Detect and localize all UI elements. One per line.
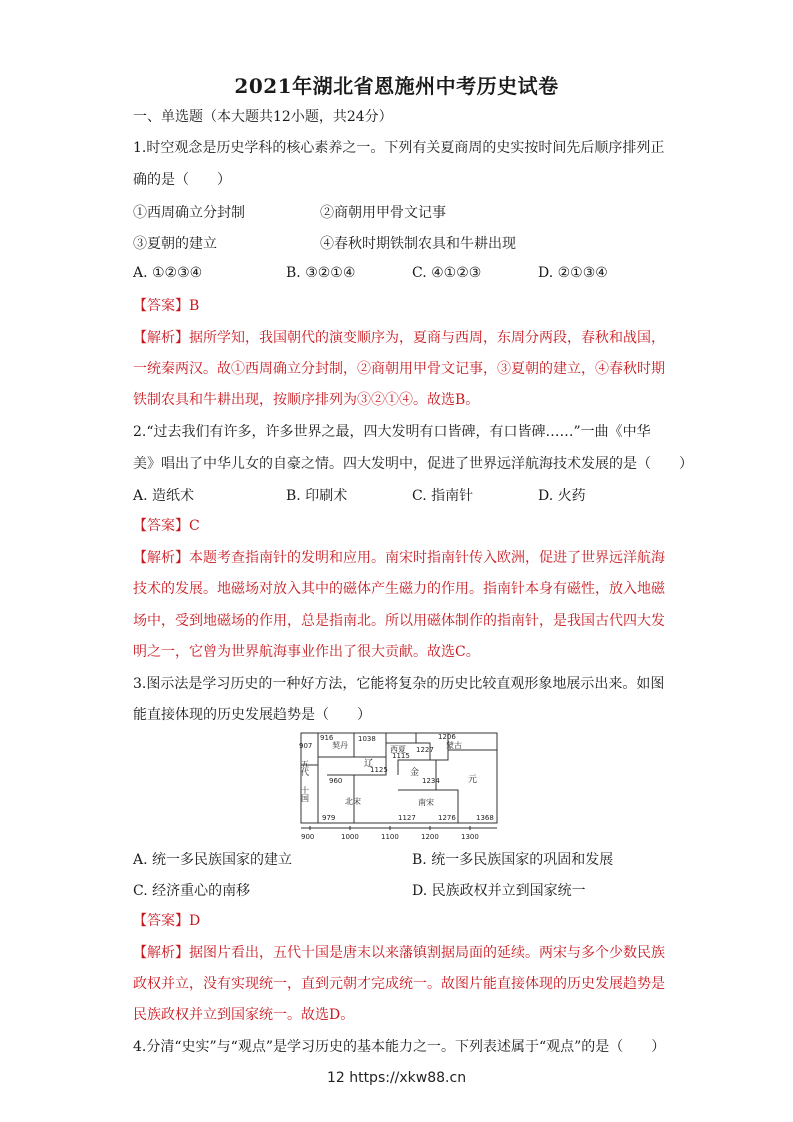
axis-tick-1100: 1100 xyxy=(381,833,399,841)
q2-stem-line-1: 2.“过去我们有许多，许多世界之最，四大发明有口皆碑，有口皆碑……”一曲《中华 xyxy=(133,424,651,440)
q1-analysis-line-1: 【解析】据所学知，我国朝代的演变顺序为，夏商与西周，东周分两段，春秋和战国， xyxy=(133,330,665,346)
dynasty-timeline-figure xyxy=(298,730,504,842)
q3-option-d: D. 民族政权并立到国家统一 xyxy=(412,883,586,899)
q1-item-3: ③夏朝的建立 xyxy=(133,236,217,252)
q1-option-c: C. ④①②③ xyxy=(412,265,482,281)
q2-stem-line-2: 美》唱出了中华儿女的自豪之情。四大发明中，促进了世界远洋航海技术发展的是（ ） xyxy=(133,456,693,472)
page-title: 2021年湖北省恩施州中考历史试卷 xyxy=(234,74,559,98)
map-label-907: 907 xyxy=(299,742,313,750)
q2-option-a: A. 造纸术 xyxy=(133,488,195,504)
map-label-1276: 1276 xyxy=(438,814,456,822)
map-label-1038: 1038 xyxy=(358,735,376,743)
map-label-northern-song: 北宋 xyxy=(345,797,361,806)
q1-analysis-line-2: 一统秦两汉。故①西周确立分封制，②商朝用甲骨文记事，③夏朝的建立，④春秋时期 xyxy=(133,361,665,377)
q3-analysis-line-2: 政权并立，没有实现统一，直到元朝才完成统一。故图片能直接体现的历史发展趋势是 xyxy=(133,976,665,992)
section-heading: 一、单选题（本大题共12小题，共24分） xyxy=(133,109,393,125)
q3-answer: 【答案】D xyxy=(133,913,201,929)
q1-option-d: D. ②①③④ xyxy=(538,265,608,281)
map-label-1206: 1206 xyxy=(438,733,456,741)
page-footer: 12 https://xkw88.cn xyxy=(326,1070,467,1086)
q3-option-c: C. 经济重心的南移 xyxy=(133,883,251,899)
q1-item-1: ①西周确立分封制 xyxy=(133,205,245,221)
q1-analysis-line-3: 铁制农具和牛耕出现，按顺序排列为③②①④。故选B。 xyxy=(133,392,480,408)
q3-option-a: A. 统一多民族国家的建立 xyxy=(133,852,293,868)
q1-item-4: ④春秋时期铁制农具和牛耕出现 xyxy=(320,236,516,252)
map-label-1115: 1115 xyxy=(392,752,410,760)
map-label-960: 960 xyxy=(329,777,343,785)
axis-tick-900: 900 xyxy=(301,833,315,841)
q1-answer: 【答案】B xyxy=(133,298,200,314)
q4-stem-line-1: 4.分清“史实”与“观点”是学习历史的基本能力之一。下列表述属于“观点”的是（ ） xyxy=(133,1039,666,1055)
q1-option-a: A. ①②③④ xyxy=(133,265,203,281)
axis-tick-1200: 1200 xyxy=(421,833,439,841)
map-label-khitan: 契丹 xyxy=(332,741,348,750)
q2-analysis-line-3: 场中，受到地磁场的作用，总是指南北。所以用磁体制作的指南针，是我国古代四大发 xyxy=(133,613,665,629)
q2-analysis-line-4: 明之一，它曾为世界航海事业作出了很大贡献。故选C。 xyxy=(133,644,480,660)
q3-analysis-line-1: 【解析】据图片看出，五代十国是唐末以来藩镇割据局面的延续。两宋与多个少数民族 xyxy=(133,945,665,961)
q3-option-b: B. 统一多民族国家的巩固和发展 xyxy=(412,852,614,868)
map-label-ten-kingdoms: 十国 xyxy=(300,786,310,802)
map-label-jin: 金 xyxy=(410,768,420,778)
q2-analysis-line-1: 【解析】本题考查指南针的发明和应用。南宋时指南针传入欧洲，促进了世界远洋航海 xyxy=(133,550,665,566)
map-label-1227: 1227 xyxy=(416,746,434,754)
axis-tick-1300: 1300 xyxy=(461,833,479,841)
q2-answer: 【答案】C xyxy=(133,518,200,534)
map-label-1234: 1234 xyxy=(422,777,440,785)
q3-stem-line-2: 能直接体现的历史发展趋势是（ ） xyxy=(133,707,371,723)
map-label-1127: 1127 xyxy=(398,814,416,822)
map-label-southern-song: 南宋 xyxy=(418,798,434,807)
map-label-yuan: 元 xyxy=(468,775,478,785)
map-label-1368: 1368 xyxy=(476,814,494,822)
q1-stem-line-2: 确的是（ ） xyxy=(133,172,231,188)
q2-option-d: D. 火药 xyxy=(538,488,586,504)
q1-item-2: ②商朝用甲骨文记事 xyxy=(320,205,446,221)
q3-analysis-line-3: 民族政权并立到国家统一。故选D。 xyxy=(133,1007,355,1023)
map-label-mongol: 蒙古 xyxy=(446,741,462,750)
q2-option-c: C. 指南针 xyxy=(412,488,474,504)
map-label-916: 916 xyxy=(320,734,334,742)
map-label-1125: 1125 xyxy=(370,766,388,774)
q3-stem-line-1: 3.图示法是学习历史的一种好方法，它能将复杂的历史比较直观形象地展示出来。如图 xyxy=(133,676,665,692)
q1-stem-line-1: 1.时空观念是历史学科的核心素养之一。下列有关夏商周的史实按时间先后顺序排列正 xyxy=(133,140,665,156)
map-label-liao: 辽 xyxy=(364,759,374,769)
q2-analysis-line-2: 技术的发展。地磁场对放入其中的磁体产生磁力的作用。指南针本身有磁性，放入地磁 xyxy=(133,581,665,597)
map-label-five-dynasties: 五代 xyxy=(300,760,310,776)
q2-option-b: B. 印刷术 xyxy=(286,488,348,504)
axis-tick-1000: 1000 xyxy=(341,833,359,841)
map-label-western-xia: 西夏 xyxy=(390,745,406,754)
q1-option-b: B. ③②①④ xyxy=(286,265,356,281)
map-label-979: 979 xyxy=(322,814,336,822)
